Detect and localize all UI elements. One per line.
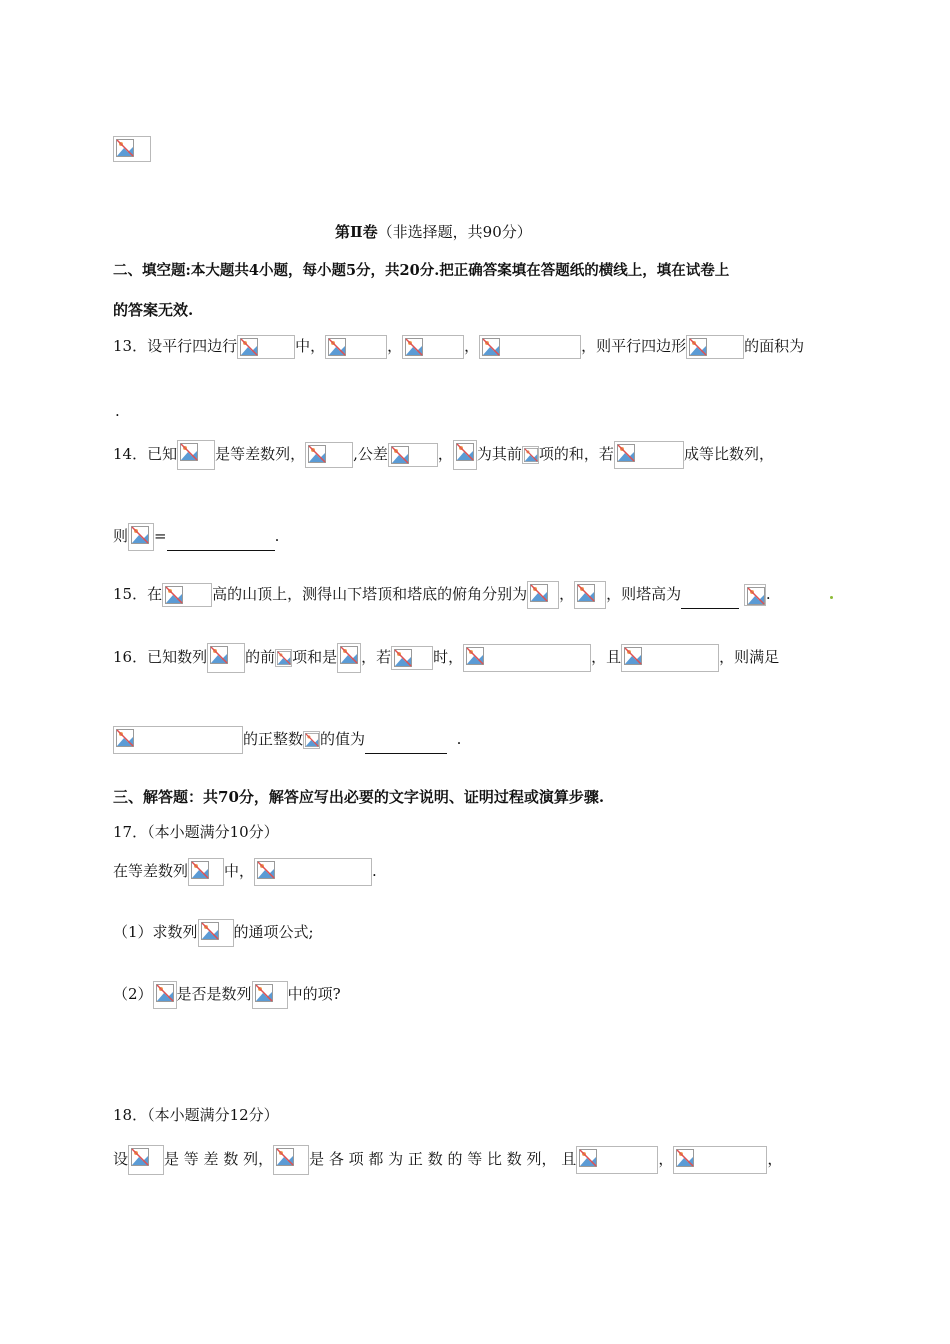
- formula-image: [177, 440, 215, 470]
- formula-image: [574, 581, 606, 609]
- question-17-title: 17．（本小题满分10分）: [113, 823, 279, 841]
- formula-image: [162, 583, 212, 607]
- question-15: 15．在 高的山顶上，测得山下塔顶和塔底的俯角分别为 ， ，则塔高为 .: [113, 581, 771, 609]
- formula-image: [207, 643, 245, 673]
- decorative-dot: [830, 596, 833, 599]
- formula-image: [527, 581, 559, 609]
- formula-image: [188, 858, 224, 886]
- formula-image: [128, 1145, 164, 1175]
- formula-image: [275, 649, 292, 667]
- formula-image: [522, 446, 539, 464]
- question-17-stem: 在等差数列 中， .: [113, 858, 377, 886]
- formula-image: [686, 335, 744, 359]
- formula-image: [614, 441, 684, 469]
- formula-image: [453, 440, 477, 470]
- question-17-part1: （1）求数列 的通项公式;: [113, 919, 314, 947]
- formula-image: [391, 646, 433, 670]
- answer-blank[interactable]: [167, 536, 275, 551]
- formula-image: [252, 981, 288, 1009]
- formula-image: [153, 981, 177, 1009]
- question-13-end: .: [115, 402, 120, 420]
- formula-image: [388, 443, 438, 467]
- question-18-stem: 设 是 等 差 数 列， 是 各 项 都 为 正 数 的 等 比 数 列， 且 ， ，: [113, 1145, 782, 1175]
- fill-heading-line1: 二、填空题:本大题共4小题，每小题5分，共20分.把正确答案填在答题纸的横线上，填在试卷上: [113, 262, 730, 279]
- formula-image: [479, 335, 581, 359]
- formula-image: [305, 442, 353, 468]
- question-17-part2: （2） 是否是数列 中的项?: [113, 981, 341, 1009]
- formula-image: [673, 1146, 767, 1174]
- formula-image: [113, 726, 243, 754]
- answer-blank[interactable]: [681, 594, 739, 609]
- formula-image: [237, 335, 295, 359]
- question-16-cont: 的正整数 的值为 .: [113, 726, 461, 754]
- section-title: 第Ⅱ卷（非选择题，共90分）: [335, 223, 532, 241]
- question-16: 16．已知数列 的前 项和是 ，若 时， ，且 ，则满足: [113, 643, 779, 673]
- formula-image: [402, 335, 464, 359]
- formula-image: [621, 644, 719, 672]
- answer-blank[interactable]: [365, 739, 447, 754]
- solve-heading: 三、解答题：共70分，解答应写出必要的文字说明、证明过程或演算步骤.: [113, 788, 605, 806]
- formula-image: [303, 731, 320, 749]
- formula-image: [254, 858, 372, 886]
- formula-image: [576, 1146, 658, 1174]
- question-18-title: 18．（本小题满分12分）: [113, 1106, 279, 1124]
- formula-image: [337, 643, 361, 673]
- image-placeholder: [113, 136, 151, 162]
- formula-image: [744, 584, 766, 606]
- question-13: 13．设平行四边行 中， ， ， ，则平行四边形 的面积为: [113, 335, 804, 359]
- question-14: 14．已知 是等差数列， ,公差 ， 为其前 项的和，若 成等比数列，: [113, 440, 774, 470]
- question-14-answer: 则 = .: [113, 523, 279, 551]
- formula-image: [198, 919, 234, 947]
- formula-image: [273, 1145, 309, 1175]
- formula-image: [463, 644, 591, 672]
- fill-heading-line2: 的答案无效.: [113, 301, 194, 319]
- formula-image: [325, 335, 387, 359]
- formula-image: [128, 523, 154, 551]
